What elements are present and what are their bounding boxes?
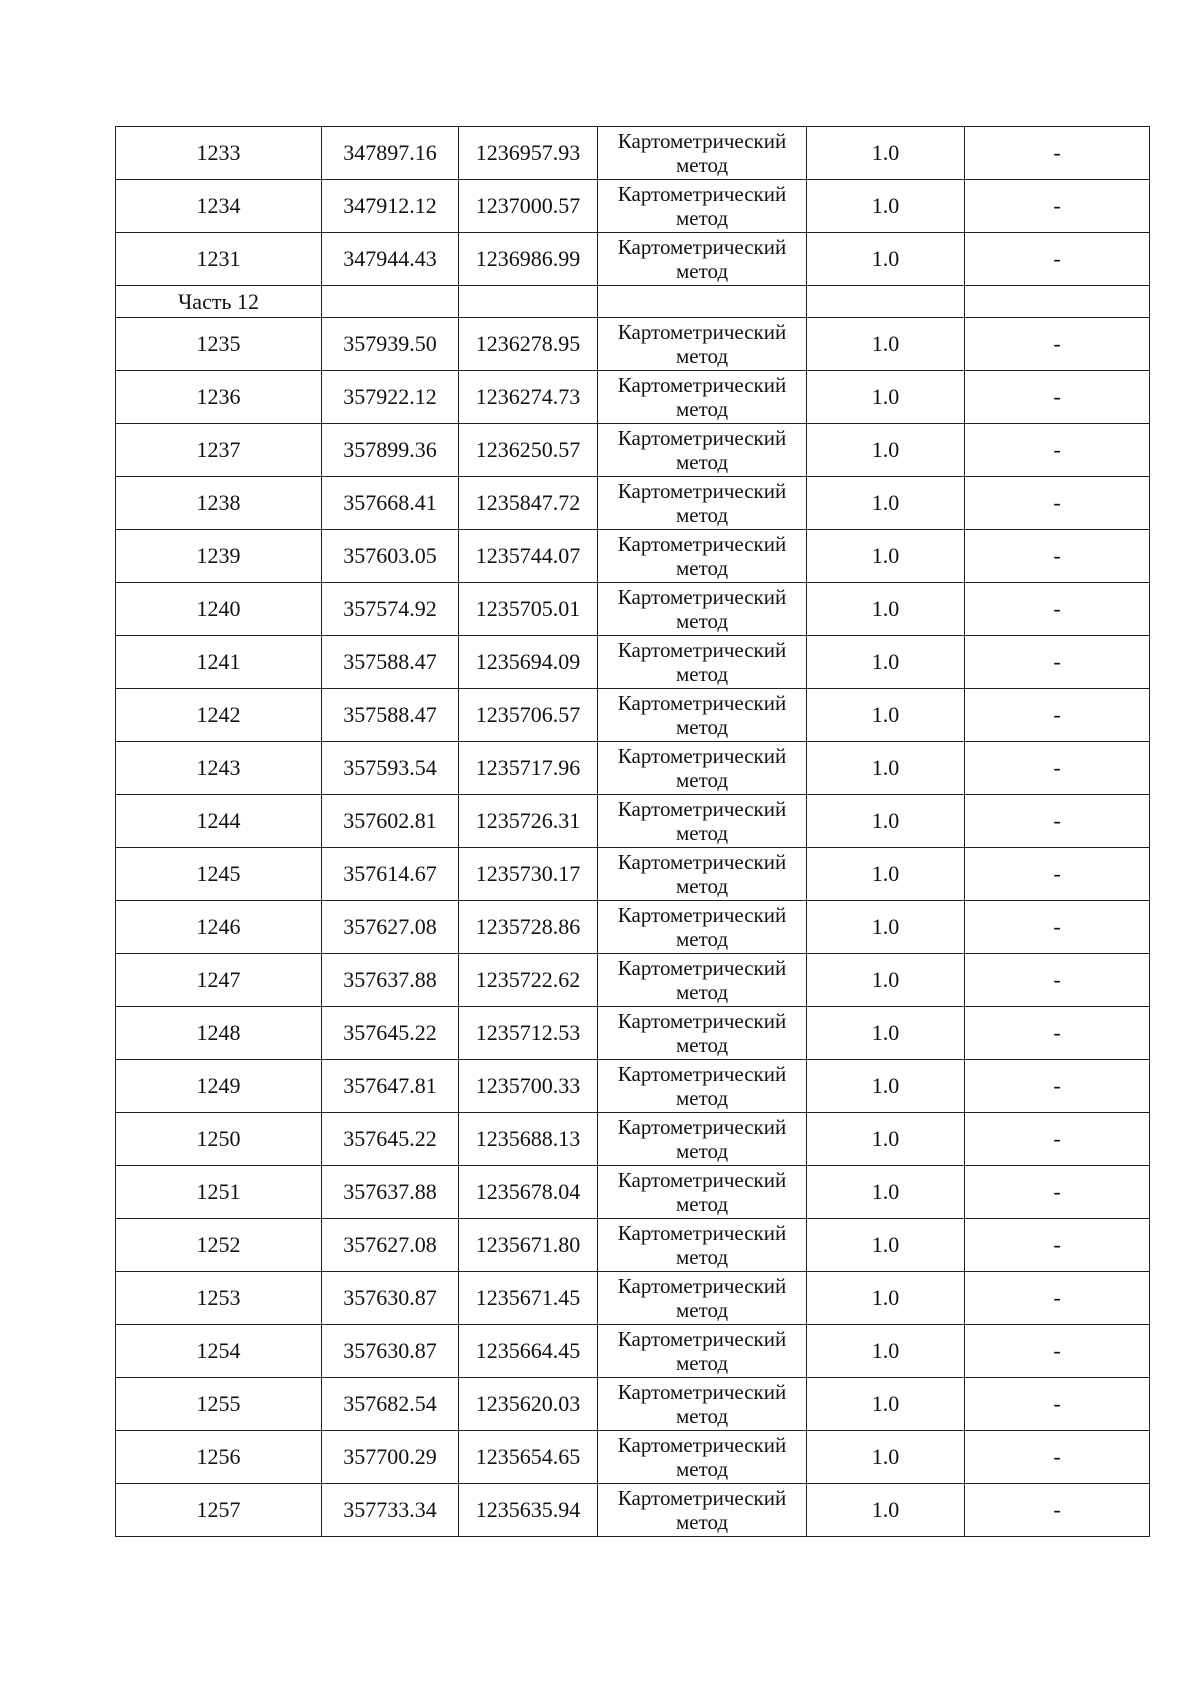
method-cell: Картометрический метод [598, 1219, 807, 1272]
point-number-cell: 1233 [116, 127, 322, 180]
note-cell: - [965, 127, 1150, 180]
coordinates-table [115, 126, 1150, 1537]
accuracy-cell: 1.0 [807, 1431, 965, 1484]
x-coordinate-cell: 357645.22 [322, 1007, 459, 1060]
note-cell: - [965, 318, 1150, 371]
accuracy-cell: 1.0 [807, 689, 965, 742]
table-row [116, 371, 1150, 424]
y-coordinate-cell: 1235728.86 [459, 901, 598, 954]
table-row [116, 848, 1150, 901]
method-cell: Картометрический метод [598, 901, 807, 954]
x-coordinate-cell: 357588.47 [322, 689, 459, 742]
y-coordinate-cell: 1236278.95 [459, 318, 598, 371]
method-cell: Картометрический метод [598, 233, 807, 286]
y-coordinate-cell: 1237000.57 [459, 180, 598, 233]
y-coordinate-cell: 1235705.01 [459, 583, 598, 636]
x-coordinate-cell: 357630.87 [322, 1325, 459, 1378]
point-number-cell: 1240 [116, 583, 322, 636]
x-coordinate-cell: 357637.88 [322, 954, 459, 1007]
y-coordinate-cell: 1235694.09 [459, 636, 598, 689]
point-number-cell: 1253 [116, 1272, 322, 1325]
point-number-cell: 1248 [116, 1007, 322, 1060]
accuracy-cell: 1.0 [807, 180, 965, 233]
x-coordinate-cell: 357682.54 [322, 1378, 459, 1431]
y-coordinate-cell: 1236250.57 [459, 424, 598, 477]
x-coordinate-cell: 357574.92 [322, 583, 459, 636]
table-row [116, 233, 1150, 286]
point-number-cell: 1256 [116, 1431, 322, 1484]
method-cell: Картометрический метод [598, 742, 807, 795]
point-number-cell: 1244 [116, 795, 322, 848]
point-number-cell: 1239 [116, 530, 322, 583]
accuracy-cell: 1.0 [807, 1325, 965, 1378]
accuracy-cell: 1.0 [807, 1272, 965, 1325]
method-cell: Картометрический метод [598, 371, 807, 424]
x-coordinate-cell: 347944.43 [322, 233, 459, 286]
y-coordinate-cell: 1235671.45 [459, 1272, 598, 1325]
note-cell: - [965, 371, 1150, 424]
table-row [116, 424, 1150, 477]
note-cell: - [965, 1431, 1150, 1484]
empty-cell [322, 286, 459, 318]
method-cell: Картометрический метод [598, 477, 807, 530]
point-number-cell: 1243 [116, 742, 322, 795]
note-cell: - [965, 530, 1150, 583]
method-cell: Картометрический метод [598, 530, 807, 583]
accuracy-cell: 1.0 [807, 954, 965, 1007]
empty-cell [459, 286, 598, 318]
empty-cell [807, 286, 965, 318]
method-cell: Картометрический метод [598, 636, 807, 689]
accuracy-cell: 1.0 [807, 1378, 965, 1431]
y-coordinate-cell: 1235700.33 [459, 1060, 598, 1113]
method-cell: Картометрический метод [598, 848, 807, 901]
note-cell: - [965, 1166, 1150, 1219]
accuracy-cell: 1.0 [807, 477, 965, 530]
part-label: Часть 12 [116, 286, 322, 318]
table-row [116, 180, 1150, 233]
note-cell: - [965, 1484, 1150, 1537]
table-row [116, 1325, 1150, 1378]
empty-cell [598, 286, 807, 318]
accuracy-cell: 1.0 [807, 371, 965, 424]
x-coordinate-cell: 357588.47 [322, 636, 459, 689]
y-coordinate-cell: 1235620.03 [459, 1378, 598, 1431]
point-number-cell: 1247 [116, 954, 322, 1007]
method-cell: Картометрический метод [598, 583, 807, 636]
method-cell: Картометрический метод [598, 954, 807, 1007]
table-row [116, 477, 1150, 530]
table-row [116, 1219, 1150, 1272]
method-cell: Картометрический метод [598, 795, 807, 848]
note-cell: - [965, 848, 1150, 901]
method-cell: Картометрический метод [598, 1378, 807, 1431]
note-cell: - [965, 583, 1150, 636]
method-cell: Картометрический метод [598, 1431, 807, 1484]
accuracy-cell: 1.0 [807, 901, 965, 954]
method-cell: Картометрический метод [598, 180, 807, 233]
point-number-cell: 1252 [116, 1219, 322, 1272]
method-cell: Картометрический метод [598, 127, 807, 180]
note-cell: - [965, 1272, 1150, 1325]
table-row [116, 1166, 1150, 1219]
note-cell: - [965, 742, 1150, 795]
point-number-cell: 1235 [116, 318, 322, 371]
x-coordinate-cell: 357614.67 [322, 848, 459, 901]
note-cell: - [965, 1378, 1150, 1431]
note-cell: - [965, 233, 1150, 286]
empty-cell [965, 286, 1150, 318]
point-number-cell: 1241 [116, 636, 322, 689]
accuracy-cell: 1.0 [807, 1484, 965, 1537]
x-coordinate-cell: 357922.12 [322, 371, 459, 424]
accuracy-cell: 1.0 [807, 127, 965, 180]
y-coordinate-cell: 1235744.07 [459, 530, 598, 583]
x-coordinate-cell: 357603.05 [322, 530, 459, 583]
x-coordinate-cell: 357637.88 [322, 1166, 459, 1219]
accuracy-cell: 1.0 [807, 1060, 965, 1113]
x-coordinate-cell: 357939.50 [322, 318, 459, 371]
accuracy-cell: 1.0 [807, 848, 965, 901]
method-cell: Картометрический метод [598, 1007, 807, 1060]
table-row [116, 954, 1150, 1007]
y-coordinate-cell: 1235730.17 [459, 848, 598, 901]
x-coordinate-cell: 357627.08 [322, 1219, 459, 1272]
accuracy-cell: 1.0 [807, 233, 965, 286]
table-row [116, 1113, 1150, 1166]
method-cell: Картометрический метод [598, 424, 807, 477]
accuracy-cell: 1.0 [807, 424, 965, 477]
point-number-cell: 1231 [116, 233, 322, 286]
y-coordinate-cell: 1235688.13 [459, 1113, 598, 1166]
method-cell: Картометрический метод [598, 1060, 807, 1113]
y-coordinate-cell: 1235678.04 [459, 1166, 598, 1219]
table-row [116, 1378, 1150, 1431]
point-number-cell: 1249 [116, 1060, 322, 1113]
x-coordinate-cell: 357645.22 [322, 1113, 459, 1166]
table-row [116, 1431, 1150, 1484]
x-coordinate-cell: 347912.12 [322, 180, 459, 233]
point-number-cell: 1242 [116, 689, 322, 742]
x-coordinate-cell: 357627.08 [322, 901, 459, 954]
accuracy-cell: 1.0 [807, 318, 965, 371]
x-coordinate-cell: 357733.34 [322, 1484, 459, 1537]
note-cell: - [965, 477, 1150, 530]
point-number-cell: 1245 [116, 848, 322, 901]
note-cell: - [965, 636, 1150, 689]
note-cell: - [965, 180, 1150, 233]
accuracy-cell: 1.0 [807, 795, 965, 848]
y-coordinate-cell: 1235706.57 [459, 689, 598, 742]
table-row [116, 1060, 1150, 1113]
note-cell: - [965, 689, 1150, 742]
accuracy-cell: 1.0 [807, 742, 965, 795]
table-row [116, 901, 1150, 954]
note-cell: - [965, 1060, 1150, 1113]
note-cell: - [965, 954, 1150, 1007]
point-number-cell: 1236 [116, 371, 322, 424]
method-cell: Картометрический метод [598, 1484, 807, 1537]
note-cell: - [965, 1113, 1150, 1166]
table-row [116, 583, 1150, 636]
y-coordinate-cell: 1236957.93 [459, 127, 598, 180]
table-row [116, 1484, 1150, 1537]
y-coordinate-cell: 1236986.99 [459, 233, 598, 286]
point-number-cell: 1246 [116, 901, 322, 954]
note-cell: - [965, 424, 1150, 477]
accuracy-cell: 1.0 [807, 530, 965, 583]
accuracy-cell: 1.0 [807, 1166, 965, 1219]
point-number-cell: 1254 [116, 1325, 322, 1378]
point-number-cell: 1251 [116, 1166, 322, 1219]
y-coordinate-cell: 1235712.53 [459, 1007, 598, 1060]
note-cell: - [965, 901, 1150, 954]
part-header-row [116, 286, 1150, 318]
x-coordinate-cell: 357630.87 [322, 1272, 459, 1325]
x-coordinate-cell: 347897.16 [322, 127, 459, 180]
table-row [116, 318, 1150, 371]
point-number-cell: 1257 [116, 1484, 322, 1537]
y-coordinate-cell: 1235635.94 [459, 1484, 598, 1537]
method-cell: Картометрический метод [598, 1325, 807, 1378]
y-coordinate-cell: 1235726.31 [459, 795, 598, 848]
x-coordinate-cell: 357700.29 [322, 1431, 459, 1484]
note-cell: - [965, 1219, 1150, 1272]
accuracy-cell: 1.0 [807, 1113, 965, 1166]
method-cell: Картометрический метод [598, 1272, 807, 1325]
table-row [116, 127, 1150, 180]
x-coordinate-cell: 357602.81 [322, 795, 459, 848]
table-row [116, 689, 1150, 742]
table-row [116, 1007, 1150, 1060]
point-number-cell: 1234 [116, 180, 322, 233]
y-coordinate-cell: 1235722.62 [459, 954, 598, 1007]
y-coordinate-cell: 1235654.65 [459, 1431, 598, 1484]
x-coordinate-cell: 357593.54 [322, 742, 459, 795]
accuracy-cell: 1.0 [807, 1219, 965, 1272]
method-cell: Картометрический метод [598, 689, 807, 742]
table-row [116, 795, 1150, 848]
method-cell: Картометрический метод [598, 318, 807, 371]
point-number-cell: 1255 [116, 1378, 322, 1431]
point-number-cell: 1250 [116, 1113, 322, 1166]
point-number-cell: 1237 [116, 424, 322, 477]
note-cell: - [965, 795, 1150, 848]
note-cell: - [965, 1325, 1150, 1378]
note-cell: - [965, 1007, 1150, 1060]
y-coordinate-cell: 1235671.80 [459, 1219, 598, 1272]
accuracy-cell: 1.0 [807, 583, 965, 636]
y-coordinate-cell: 1235847.72 [459, 477, 598, 530]
y-coordinate-cell: 1235717.96 [459, 742, 598, 795]
method-cell: Картометрический метод [598, 1166, 807, 1219]
x-coordinate-cell: 357647.81 [322, 1060, 459, 1113]
y-coordinate-cell: 1236274.73 [459, 371, 598, 424]
table-row [116, 1272, 1150, 1325]
accuracy-cell: 1.0 [807, 1007, 965, 1060]
table-row [116, 636, 1150, 689]
table-row [116, 530, 1150, 583]
point-number-cell: 1238 [116, 477, 322, 530]
method-cell: Картометрический метод [598, 1113, 807, 1166]
coordinates-table-body [116, 127, 1150, 1537]
accuracy-cell: 1.0 [807, 636, 965, 689]
table-row [116, 742, 1150, 795]
y-coordinate-cell: 1235664.45 [459, 1325, 598, 1378]
x-coordinate-cell: 357668.41 [322, 477, 459, 530]
x-coordinate-cell: 357899.36 [322, 424, 459, 477]
